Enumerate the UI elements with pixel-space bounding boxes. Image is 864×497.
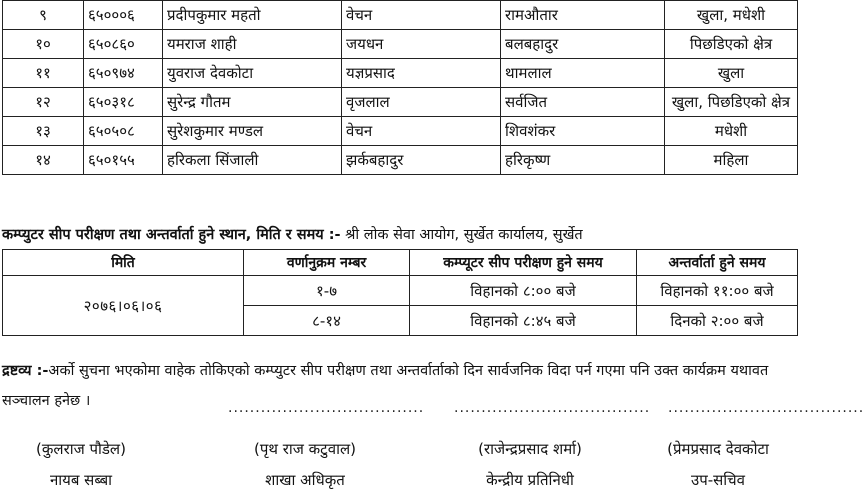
- signatory-name: (पृथ राज कटुवाल): [254, 440, 356, 458]
- signatory: [220, 436, 390, 493]
- range-cell: ८-१४: [244, 306, 410, 336]
- venue-text: श्री लोक सेवा आयोग, सुर्खेत कार्यालय, सुर्खेत: [345, 227, 583, 243]
- table-row: [3, 1, 798, 30]
- header-date: मिति: [3, 250, 244, 276]
- group-cell: खुला: [665, 59, 798, 88]
- roll-number-cell: ६५०१५५: [84, 146, 163, 175]
- table-row: [3, 146, 798, 175]
- venue-heading: [2, 224, 583, 244]
- grandfather-name-cell: बलबहादुर: [501, 30, 665, 59]
- father-name-cell: वेचन: [342, 117, 501, 146]
- header-interview-time: अन्तर्वार्ता हुने समय: [637, 250, 798, 276]
- header-range: वर्णानुक्रम नम्बर: [244, 250, 410, 276]
- roll-number-cell: ६५०९७४: [84, 59, 163, 88]
- candidate-name-cell: सुरेशकुमार मण्डल: [163, 117, 342, 146]
- note-text: अर्को सुचना भएकोमा वाहेक तोकिएको कम्प्युटर सीप परीक्षण तथा अन्तर्वार्ताको दिन सार्वजनिक विदा पर्न गएमा पनि उक्त कार्यक्रम यथावत सञ्चालन हनेछ ।: [2, 363, 769, 409]
- roll-number-cell: ६५०५०८: [84, 117, 163, 146]
- roll-number-cell: ६५०३१८: [84, 88, 163, 117]
- candidate-name-cell: युवराज देवकोटा: [163, 59, 342, 88]
- signatory: [6, 436, 156, 493]
- range-cell: १-७: [244, 276, 410, 306]
- exam-date-cell: २०७६।०६।०६: [3, 276, 244, 336]
- group-cell: खुला, मधेशी: [665, 1, 798, 30]
- candidate-table: [2, 0, 798, 175]
- grandfather-name-cell: थामलाल: [501, 59, 665, 88]
- test-time-cell: विहानको ८:०० बजे: [410, 276, 637, 306]
- group-cell: महिला: [665, 146, 798, 175]
- father-name-cell: यज्ञप्रसाद: [342, 59, 501, 88]
- venue-label: कम्प्युटर सीप परीक्षण तथा अन्तर्वार्ता हुने स्थान, मिति र समय :-: [2, 227, 341, 243]
- signature-line: ....................................: [228, 400, 425, 416]
- serial-cell: ११: [3, 59, 84, 88]
- interview-time-cell: विहानको ११:०० बजे: [637, 276, 798, 306]
- schedule-header-row: [3, 250, 798, 276]
- father-name-cell: जयधन: [342, 30, 501, 59]
- group-cell: खुला, पिछडिएको क्षेत्र: [665, 88, 798, 117]
- father-name-cell: वृजलाल: [342, 88, 501, 117]
- serial-cell: १३: [3, 117, 84, 146]
- serial-cell: ९: [3, 1, 84, 30]
- signatory-designation: नायब सब्बा: [49, 471, 113, 489]
- signatory: [640, 436, 796, 493]
- candidate-name-cell: सुरेन्द्र गौतम: [163, 88, 342, 117]
- signatory-designation: केन्द्रीय प्रतिनिधी: [486, 471, 574, 489]
- note-label: द्रष्टव्य :-: [2, 363, 49, 379]
- grandfather-name-cell: हरिकृष्ण: [501, 146, 665, 175]
- table-row: [3, 59, 798, 88]
- table-row: [3, 88, 798, 117]
- signatory-designation: उप-सचिव: [690, 471, 746, 489]
- test-time-cell: विहानको ८:४५ बजे: [410, 306, 637, 336]
- signature-line: ....................................: [668, 400, 864, 416]
- serial-cell: १४: [3, 146, 84, 175]
- signatory-name: (राजेन्द्रप्रसाद शर्मा): [478, 440, 582, 458]
- candidate-name-cell: यमराज शाही: [163, 30, 342, 59]
- candidate-name-cell: प्रदीपकुमार महतो: [163, 1, 342, 30]
- table-row: [3, 117, 798, 146]
- table-row: [3, 276, 798, 306]
- schedule-table: [2, 249, 798, 336]
- candidate-name-cell: हरिकला सिंजाली: [163, 146, 342, 175]
- serial-cell: १२: [3, 88, 84, 117]
- header-test-time: कम्प्यूटर सीप परीक्षण हुने समय: [410, 250, 637, 276]
- signature-line: ....................................: [454, 400, 651, 416]
- group-cell: मधेशी: [665, 117, 798, 146]
- signatory: [440, 436, 620, 493]
- signatory-name: (कुलराज पौडेल): [36, 440, 126, 458]
- signatory-designation: शाखा अधिकृत: [265, 471, 345, 489]
- table-row: [3, 30, 798, 59]
- grandfather-name-cell: रामऔतार: [501, 1, 665, 30]
- father-name-cell: वेचन: [342, 1, 501, 30]
- signatory-name: (प्रेमप्रसाद देवकोटा: [667, 440, 769, 458]
- serial-cell: १०: [3, 30, 84, 59]
- father-name-cell: झर्कबहादुर: [342, 146, 501, 175]
- grandfather-name-cell: सर्वजित: [501, 88, 665, 117]
- roll-number-cell: ६५०८६०: [84, 30, 163, 59]
- interview-time-cell: दिनको २:०० बजे: [637, 306, 798, 336]
- roll-number-cell: ६५०००६: [84, 1, 163, 30]
- group-cell: पिछडिएको क्षेत्र: [665, 30, 798, 59]
- grandfather-name-cell: शिवशंकर: [501, 117, 665, 146]
